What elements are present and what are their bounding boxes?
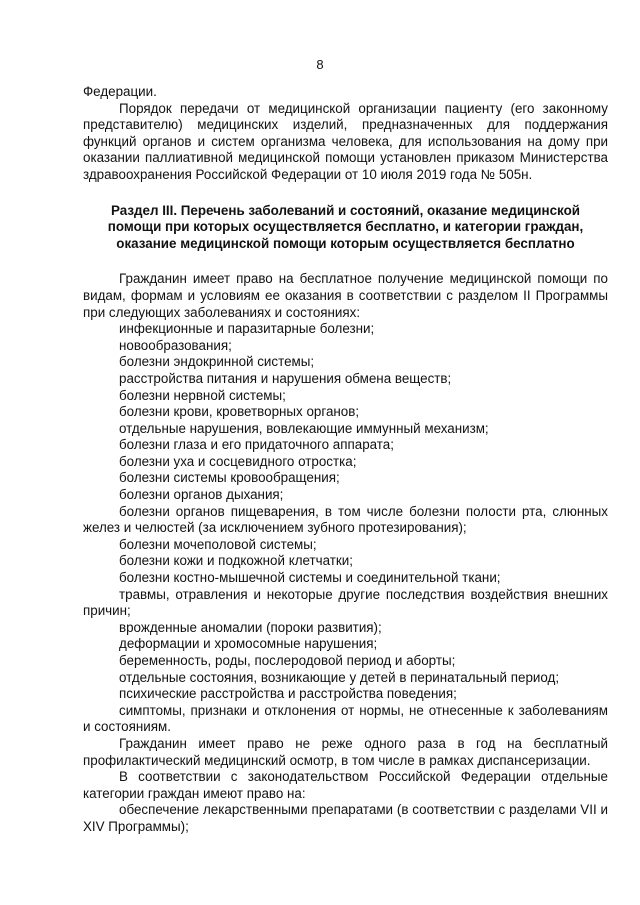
document-body: [83, 84, 608, 836]
list-item: болезни мочеполовой системы;: [119, 536, 317, 552]
list-item: расстройства питания и нарушения обмена веществ;: [119, 370, 452, 386]
list-item: новообразования;: [119, 337, 232, 353]
list-item: болезни нервной системы;: [119, 387, 286, 403]
list-item: психические расстройства и расстройства поведения;: [119, 686, 457, 702]
list-item: болезни уха и сосцевидного отростка;: [119, 453, 357, 469]
list-item: симптомы, признаки и отклонения от нормы, не отнесенные к заболеваниям и состояниям.: [83, 702, 608, 735]
list-item: обеспечение лекарственными препаратами (в соответствии с разделами VII и XIV Программы);: [83, 802, 608, 834]
section-heading: [83, 203, 608, 253]
paragraph-medical-devices: Порядок передачи от медицинской организации пациенту (его законному представителю) медицинских изделий, предназначенных для поддержания функций органов и систем организма человека, для использования на дому при оказании паллиативной медицинской помощи установлен приказом Министерства здравоохранения Российской Федерации от 10 июля 2019 года № 505н.: [83, 100, 608, 182]
conditions-list: [83, 321, 608, 736]
list-item: болезни системы кровообращения;: [119, 470, 340, 486]
list-item: беременность, роды, послеродовой период и аборты;: [119, 653, 456, 668]
list-item: инфекционные и паразитарные болезни;: [119, 321, 375, 337]
list-item: болезни органов дыхания;: [119, 487, 284, 503]
paragraph-checkup: Гражданин имеет право не реже одного раза в год на бесплатный профилактический медицинский осмотр, в том числе в рамках диспансеризации.: [83, 735, 608, 768]
paragraph-categories-lead: В соответствии с законодательством Российской Федерации отдельные категории граждан имеют право на:: [83, 769, 608, 801]
list-item: отдельные состояния, возникающие у детей в перинатальный период;: [119, 669, 560, 685]
paragraph-lead: Гражданин имеет право на бесплатное получение медицинской помощи по видам, формам и условиям ее оказания в соответствии с разделом II Программы при следующих заболеваниях и состояниях:: [83, 271, 608, 320]
list-item: деформации и хромосомные нарушения;: [119, 636, 378, 652]
carryover-line: Федерации.: [83, 84, 157, 99]
list-item: травмы, отравления и некоторые другие последствия воздействия внешних причин;: [83, 586, 608, 619]
page-number: 8: [316, 57, 324, 72]
list-item: болезни эндокринной системы;: [119, 354, 315, 370]
list-item: болезни костно-мышечной системы и соединительной ткани;: [119, 570, 501, 586]
list-item: болезни крови, кроветворных органов;: [119, 404, 360, 420]
list-item: врожденные аномалии (пороки развития);: [119, 619, 382, 635]
list-item: болезни кожи и подкожной клетчатки;: [119, 553, 353, 569]
list-item: отдельные нарушения, вовлекающие иммунный механизм;: [119, 420, 489, 436]
section-heading-line: Раздел III. Перечень заболеваний и состояний, оказание медицинской: [111, 202, 580, 218]
section-heading-line: помощи при которых осуществляется бесплатно, и категории граждан,: [107, 219, 584, 235]
section-heading-line: оказание медицинской помощи которым осуществляется бесплатно: [116, 235, 575, 251]
list-item: болезни глаза и его придаточного аппарата;: [119, 437, 394, 453]
list-item: болезни органов пищеварения, в том числе болезни полости рта, слюнных желез и челюстей (за исключением зубного протезирования);: [83, 503, 608, 536]
